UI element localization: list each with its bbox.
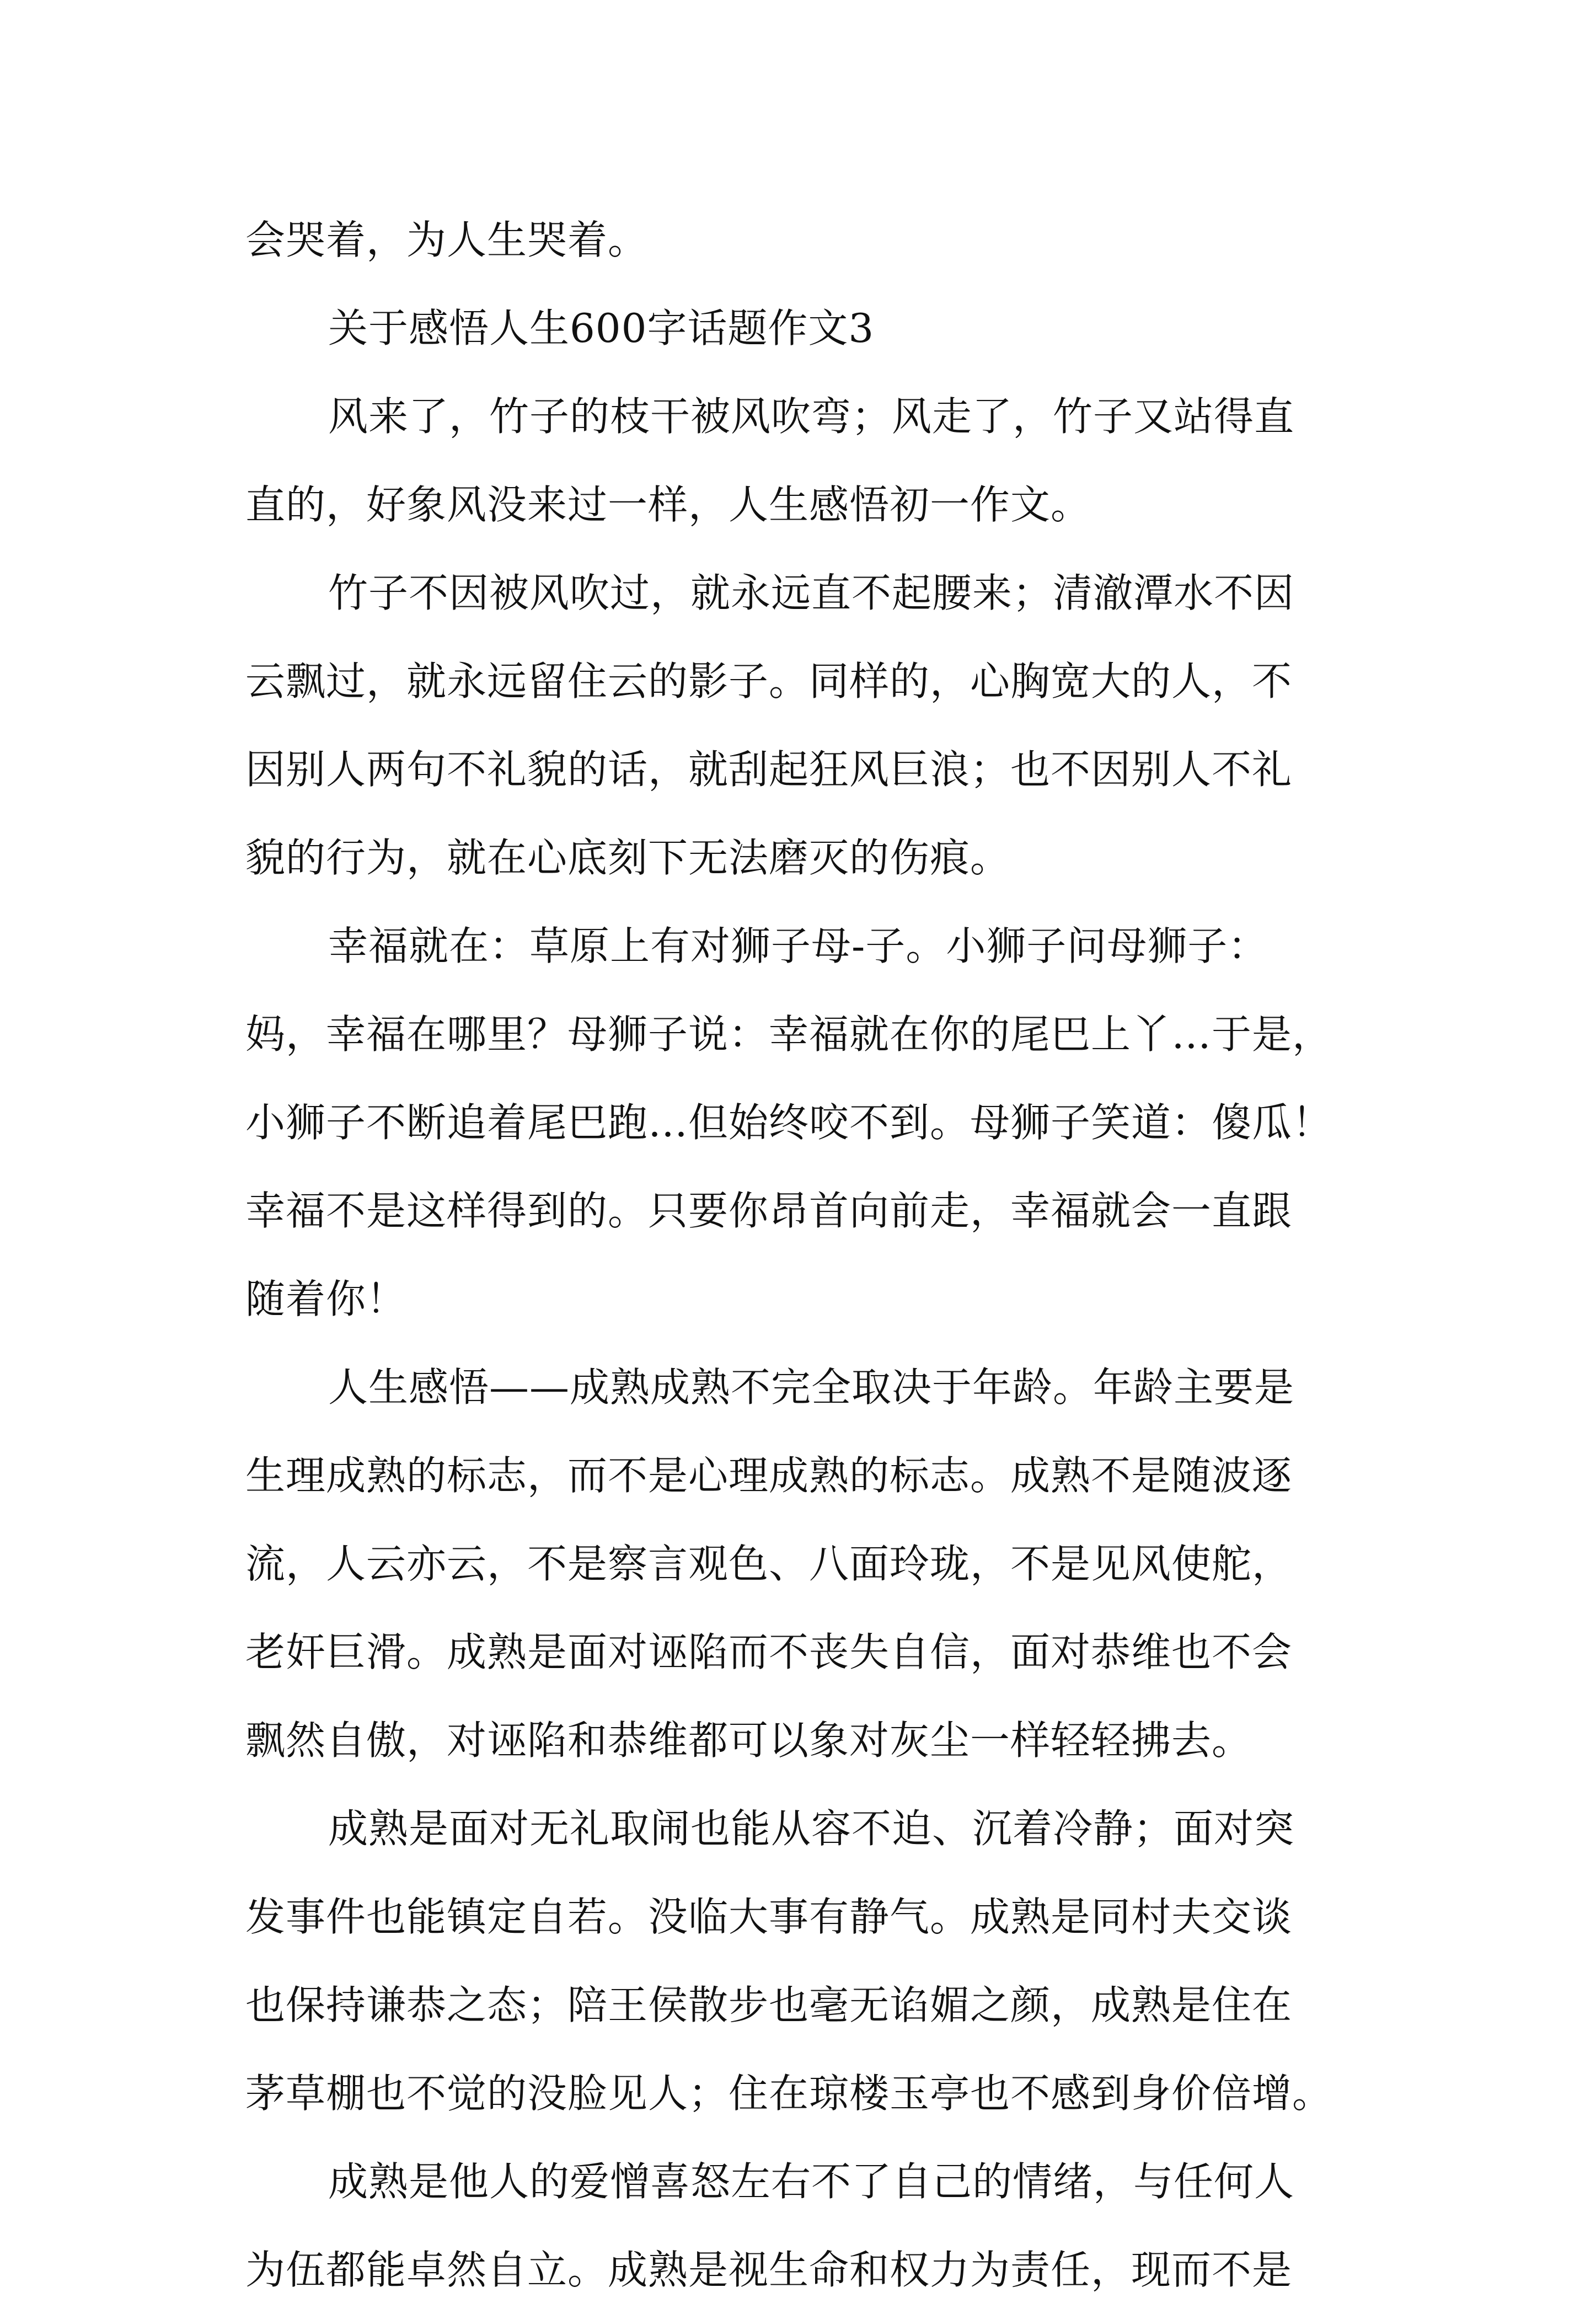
text-line: 会哭着，为人生哭着。	[245, 217, 649, 263]
text-line: 成熟是面对无礼取闹也能从容不迫、沉着冷静；面对突	[328, 1805, 1295, 1852]
text-line: 生理成熟的标志，而不是心理成熟的标志。成熟不是随波逐	[245, 1452, 1293, 1499]
text-line: 发事件也能镇定自若。没临大事有静气。成熟是同村夫交谈	[245, 1894, 1293, 1940]
text-line: 流，人云亦云，不是察言观色、八面玲珑，不是见风使舵，	[245, 1541, 1293, 1587]
text-line: 竹子不因被风吹过，就永远直不起腰来；清澈潭水不因	[328, 570, 1295, 616]
text-line: 因别人两句不礼貌的话，就刮起狂风巨浪；也不因别人不礼	[245, 746, 1293, 793]
text-line: 老奸巨滑。成熟是面对诬陷而不丧失自信，面对恭维也不会	[245, 1629, 1293, 1675]
text-line: 关于感悟人生600字话题作文3	[328, 305, 875, 351]
text-line: 貌的行为，就在心底刻下无法磨灭的伤痕。	[245, 835, 1011, 881]
text-line: 幸福就在：草原上有对狮子母-子。小狮子问母狮子：	[328, 923, 1268, 969]
text-line: 幸福不是这样得到的。只要你昂首向前走，幸福就会一直跟	[245, 1188, 1293, 1234]
text-line: 飘然自傲，对诬陷和恭维都可以象对灰尘一样轻轻拂去。	[245, 1717, 1252, 1763]
text-line: 随着你！	[245, 1276, 407, 1322]
text-line: 成熟是他人的爱憎喜怒左右不了自己的情绪，与任何人	[328, 2158, 1295, 2205]
text-line: 人生感悟——成熟成熟不完全取决于年龄。年龄主要是	[328, 1364, 1295, 1410]
text-line: 为伍都能卓然自立。成熟是视生命和权力为责任，现而不是	[245, 2247, 1293, 2293]
essay-body	[245, 196, 1351, 2314]
text-line: 也保持谦恭之态；陪王侯散步也毫无谄媚之颜，成熟是住在	[245, 1982, 1293, 2028]
text-line: 茅草棚也不觉的没脸见人；住在琼楼玉亭也不感到身价倍增。	[245, 2070, 1333, 2117]
text-line: 妈，幸福在哪里？母狮子说：幸福就在你的尾巴上丫…于是，	[245, 1011, 1333, 1057]
text-line: 风来了，竹子的枝干被风吹弯；风走了，竹子又站得直	[328, 393, 1295, 440]
text-line: 小狮子不断追着尾巴跑…但始终咬不到。母狮子笑道：傻瓜！	[245, 1099, 1333, 1146]
text-line: 云飘过，就永远留住云的影子。同样的，心胸宽大的人，不	[245, 658, 1293, 704]
text-line: 直的，好象风没来过一样，人生感悟初一作文。	[245, 482, 1091, 528]
